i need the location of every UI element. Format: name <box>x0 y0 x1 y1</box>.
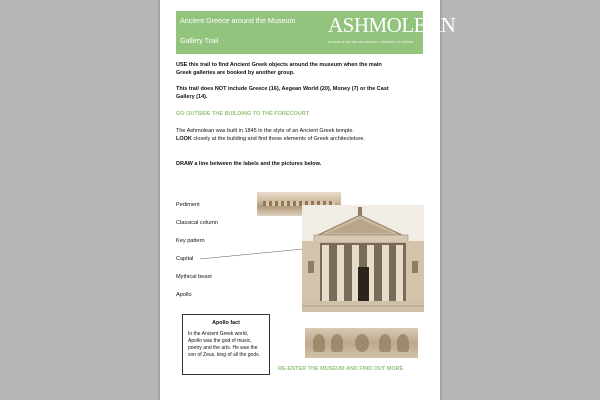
apollo-fact-line: In the Ancient Greek world, <box>188 331 249 337</box>
exclusion-note-2: Gallery (14). <box>176 94 208 100</box>
intro-line-2: Greek galleries are booked by another group. <box>176 70 295 76</box>
relief-figure-2 <box>331 334 343 352</box>
label-capital: Capital <box>176 256 194 262</box>
apollo-fact-title: Apollo fact <box>212 320 240 326</box>
label-mythical-beast: Mythical beast <box>176 274 212 280</box>
trail-subtitle: Gallery Trail <box>180 36 219 45</box>
label-apollo: Apollo <box>176 292 192 298</box>
logo-tagline: MUSEUM OF ART AND ARCHAEOLOGY UNIVERSITY OF OXFORD <box>328 41 414 44</box>
apollo-fact-box <box>182 314 270 375</box>
look-rest: closely at the building and find these elements of Greek architecteture. <box>191 136 365 142</box>
ashmolean-logo: ASHMOLEAN <box>328 13 456 37</box>
relief-figure-3 <box>379 334 391 352</box>
apollo-fact-line: Apollo was the god of music, <box>188 338 252 345</box>
building-sentence: The Ashmolean was built in 1845 in the style of an Ancient Greek temple. <box>176 128 354 134</box>
relief-frieze-photo <box>305 328 418 358</box>
look-word: LOOK <box>176 136 192 142</box>
apollo-fact-line: son of Zeus, king of all the gods. <box>188 352 260 359</box>
temple-facade-drawing <box>302 205 424 312</box>
trail-title: Ancient Greece around the Museum <box>180 16 296 25</box>
section-heading: GO OUTSIDE THE BUILDING TO THE FORECOURT <box>176 111 310 117</box>
label-pediment: Pediment <box>176 202 200 208</box>
label-classical-column: Classical column <box>176 220 218 226</box>
apollo-fact-body <box>188 331 265 359</box>
document-page <box>160 0 456 400</box>
intro-line-1: USE this trail to find Ancient Greek objects around the museum when the main <box>176 62 382 68</box>
footer-instruction: RE-ENTER THE MUSEUM AND FIND OUT MORE <box>278 366 404 372</box>
relief-figure-1 <box>313 334 325 352</box>
relief-figure-4 <box>397 334 409 352</box>
apollo-fact-line: poetry and the arts. He was the <box>188 345 258 352</box>
draw-instruction: DRAW a line between the labels and the pictures below. <box>176 161 322 167</box>
label-key-pattern: Key pattern <box>176 238 205 244</box>
relief-medallion <box>355 334 369 352</box>
exclusion-note-1: This trail does NOT include Greece (16), Aegean World (20), Money (7) or the Cast <box>176 86 389 92</box>
temple-facade-photo <box>302 205 424 312</box>
